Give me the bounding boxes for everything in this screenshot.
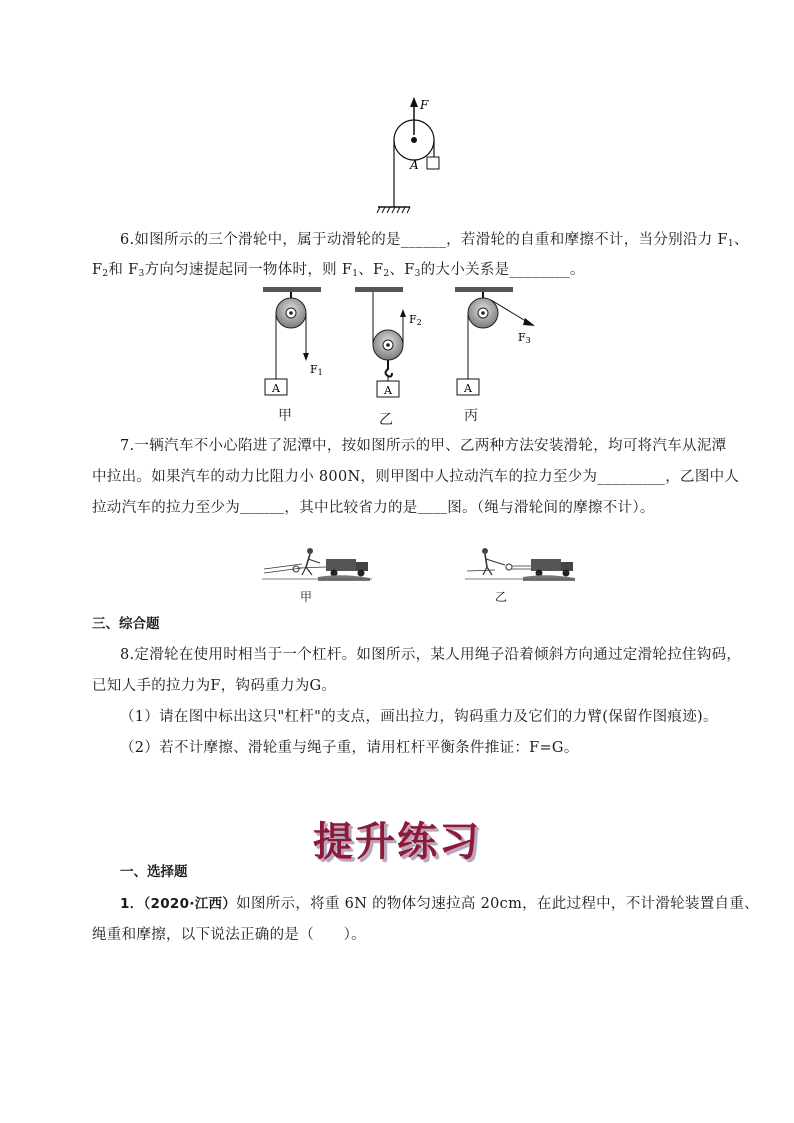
q8-line-4: （2）若不计摩擦、滑轮重与绳子重，请用杠杆平衡条件推证：F=G。 <box>120 740 579 756</box>
q6-three-pulleys-figure <box>255 283 555 403</box>
svg-text:A: A <box>384 384 392 397</box>
q6-line-2: $F_2$和 $F_3$方向匀速提起同一物体时，则 $F_1$、$F_2$、$F_3$的大小关系是________。 <box>92 262 585 279</box>
caption-q7-jia: 甲 <box>300 590 313 604</box>
section-heading: 提升练习 <box>313 818 481 865</box>
caption-jia: 甲 <box>278 408 292 424</box>
svg-text:A: A <box>272 382 280 395</box>
q7-line-1: 7.一辆汽车不小心陷进了泥潭中，按如图所示的甲、乙两种方法安装滑轮，均可将汽车从泥潭 <box>120 438 727 454</box>
section-3-title: 三、综合题 <box>92 616 160 632</box>
q7-line-3: 拉动汽车的拉力至少为＿＿＿，其中比较省力的是＿＿图。（绳与滑轮间的摩擦不计）。 <box>92 500 655 516</box>
q8-line-1: 8.定滑轮在使用时相当于一个杠杆。如图所示，某人用绳子沿着倾斜方向通过定滑轮拉住钩码， <box>120 647 742 663</box>
section-1-title: 一、选择题 <box>120 864 188 880</box>
q1-line-1: 1．（2020·江西）如图所示，将重 6N 的物体匀速拉高 20cm，在此过程中，不计滑轮装置自重、 <box>120 896 759 912</box>
caption-yi: 乙 <box>379 412 393 428</box>
q8-line-2: 已知人手的拉力为F，钩码重力为G。 <box>92 678 337 694</box>
force-label-f: F <box>420 98 429 112</box>
svg-text:F1: F1 <box>310 363 323 377</box>
q7-truck-figure-jia <box>262 545 372 587</box>
svg-text:F3: F3 <box>518 331 531 345</box>
q7-truck-figure-yi <box>465 545 575 587</box>
q6-line-1: 6.如图所示的三个滑轮中，属于动滑轮的是______，若滑轮的自重和摩擦不计，当分别沿力 $F_1$、 <box>120 232 749 249</box>
pulley-yi <box>355 287 422 397</box>
pulley-jia <box>263 287 323 395</box>
caption-q7-yi: 乙 <box>495 590 508 604</box>
q1-line-2: 绳重和摩擦，以下说法正确的是（ ）。 <box>92 927 366 943</box>
top-pulley-figure <box>370 95 470 220</box>
q8-line-3: （1）请在图中标出这只"杠杆"的支点，画出拉力，钩码重力及它们的力臂(保留作图痕迹)。 <box>120 709 718 725</box>
svg-text:A: A <box>464 382 472 395</box>
svg-text:F2: F2 <box>409 313 422 327</box>
pulley-bing <box>455 287 535 395</box>
q7-line-2: 中拉出。如果汽车的动力比阻力小 800N，则甲图中人拉动汽车的拉力至少为_________，乙图中人 <box>92 469 740 485</box>
caption-bing: 丙 <box>464 408 478 424</box>
point-label-a: A <box>410 158 419 172</box>
